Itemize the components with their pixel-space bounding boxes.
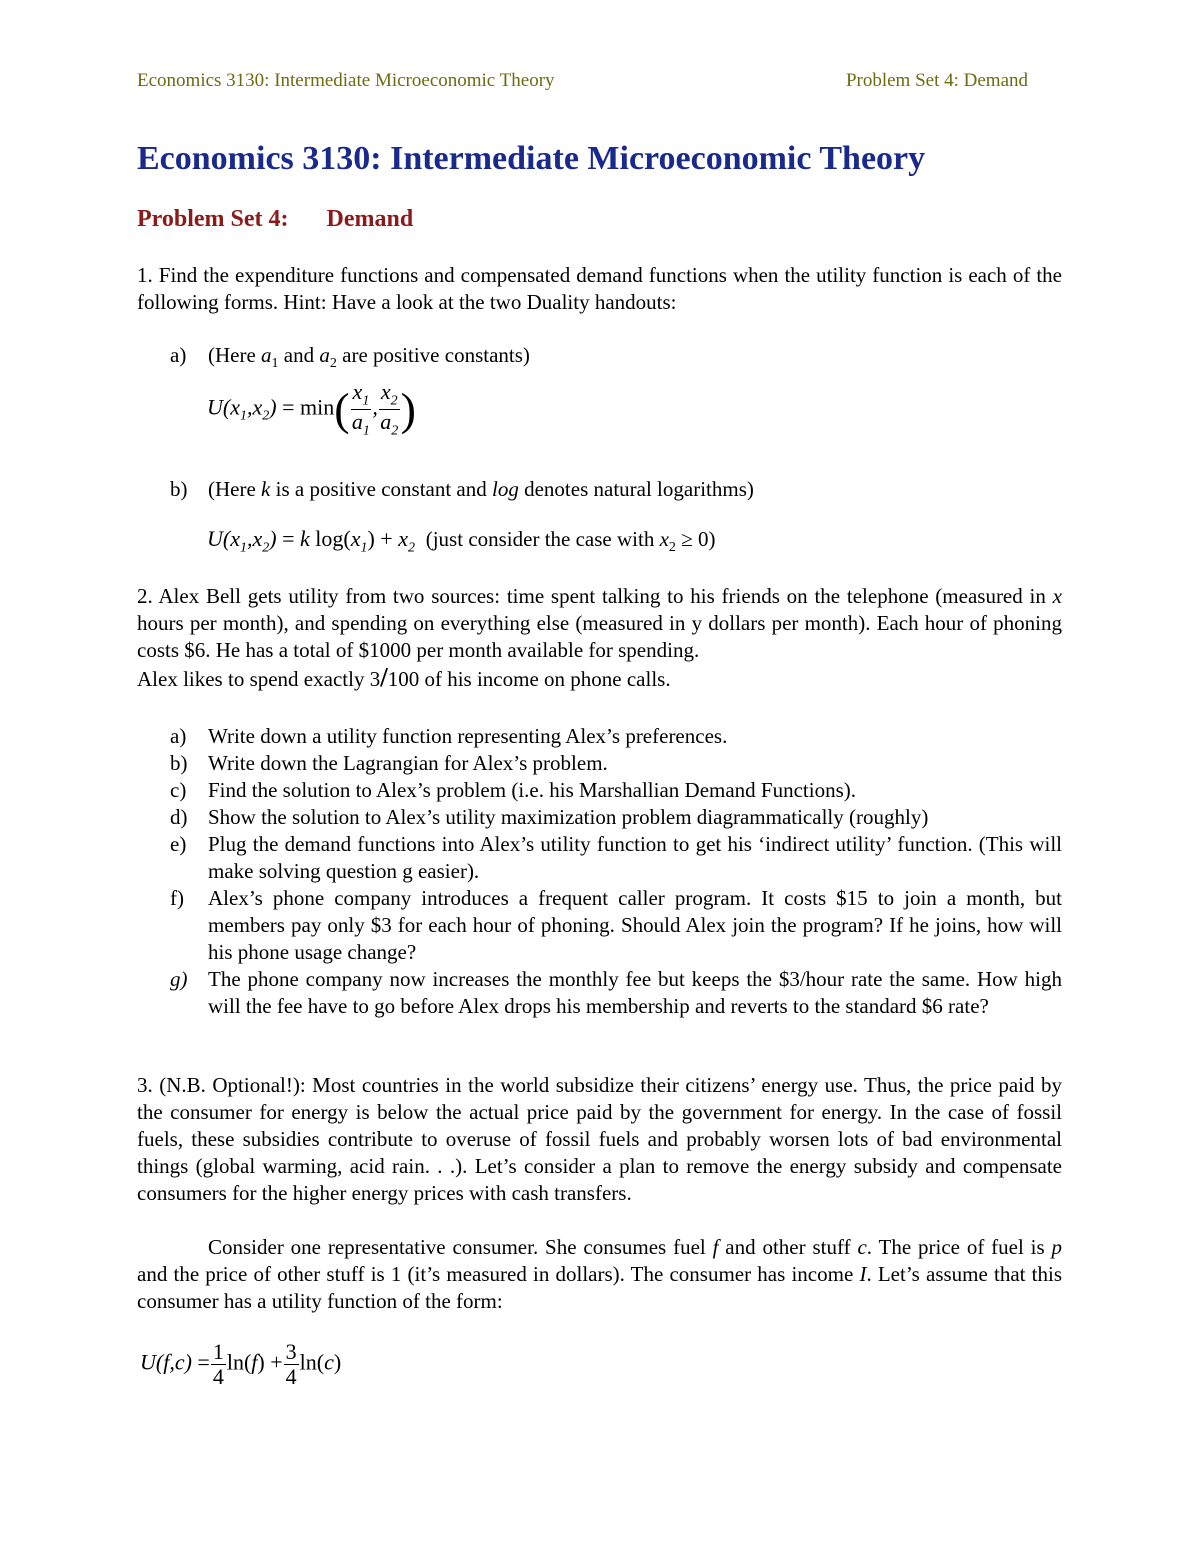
formula-quasilinear-note: (just consider the case with $x_2 \ge 0$) — [425, 527, 716, 556]
subtitle-topic: Demand — [326, 206, 414, 232]
q2-item-d: d) Show the solution to Alex’s utility maximization problem diagrammatically (roughly) — [170, 805, 929, 829]
q3-paragraph-2: Consider one representative consumer. She consumes fuel f and other stuff c. The price of fuel is p and the price of other stuff is 1 (it’s measured in dollars). The consumer has income I. Let’s assume that this consumer has a utility function of the form: — [137, 1235, 1063, 1313]
q3-paragraph-1: 3. (N.B. Optional!): Most countries in the world subsidize their citizens’ energy use. Thus, the price paid by the consumer for energy is below the actual price paid by the government for energy. In the case of fossil fuels, these subsidies contribute to overuse of fossil fuels and probably worsen lots of bad environmental things (global warming, acid rain. . .). Let’s consider a plan to remove the energy subsidy and compensate consumers for the higher energy prices with cash transfers. — [137, 1073, 1062, 1205]
q2-item-c: c) Find the solution to Alex’s problem (i.e. his Marshallian Demand Functions). — [170, 778, 857, 802]
formula-leontief: $U(x_1,x_2) = \min$( $\frac{x_1}{a_1}$ , $\frac{x_2}{a_2}$ ) — [207, 379, 416, 439]
q1-item-a: a) (Here $a_1$ and $a_2$ are positive constants) — [170, 343, 530, 372]
running-header-problem-set: Problem Set 4: Demand — [845, 70, 1028, 91]
q1-intro: 1. Find the expenditure functions and compensated demand functions when the utility function is each of the following forms. Hint: Have a look at the two Duality handouts: — [137, 263, 1062, 314]
q1-item-b: b) (Here k is a positive constant and log denotes natural logarithms) — [170, 477, 754, 501]
subtitle-label: Problem Set 4: — [137, 206, 289, 232]
page-subtitle — [137, 206, 413, 233]
running-header-course: Economics 3130: Intermediate Microeconomic Theory — [137, 70, 555, 91]
q2-item-a: a) Write down a utility function representing Alex’s preferences. — [170, 724, 728, 748]
q2-item-g: g) The phone company now increases the monthly fee but keeps the $3/hour rate the same. How high will the fee have to go before Alex drops his membership and reverts to the standard $6 rate? — [170, 967, 1062, 1018]
q2-fraction: 3/100 — [369, 662, 420, 692]
formula-quasilinear: $U(x_1,x_2) = k$ $\log(x_1) + x_2$ (just consider the case with $x_2 \ge 0$) — [207, 526, 716, 556]
q2-item-b: b) Write down the Lagrangian for Alex’s problem. — [170, 751, 608, 775]
q1-b-label: b) — [170, 477, 188, 501]
page-title: Economics 3130: Intermediate Microeconomic Theory — [137, 140, 926, 177]
q2-item-f: f) Alex’s phone company introduces a frequent caller program. It costs $15 to join a month, but members pay only $3 for each hour of phoning. Should Alex join the program? If he joins, how will his phone usage change? — [170, 886, 1062, 964]
formula-cobb-douglas: U(f,c) = $\frac{1}{4}$ ln(f) + $\frac{3}{4}$ ln(c) — [140, 1339, 342, 1390]
q1-a-label: a) — [170, 343, 187, 367]
q2-item-e: e) Plug the demand functions into Alex’s utility function to get his ‘indirect utility’ function. (This will make solving question g easier). — [170, 832, 1062, 883]
q2-intro: 2. Alex Bell gets utility from two sources: time spent talking to his friends on the telephone (measured in x hours per month), and spending on everything else (measured in y dollars per month). Each hour of phoning costs $6. He has a total of $1000 per month available for spending. Alex likes to spend exactly 3/100 of his income on phone calls. — [137, 584, 1062, 692]
